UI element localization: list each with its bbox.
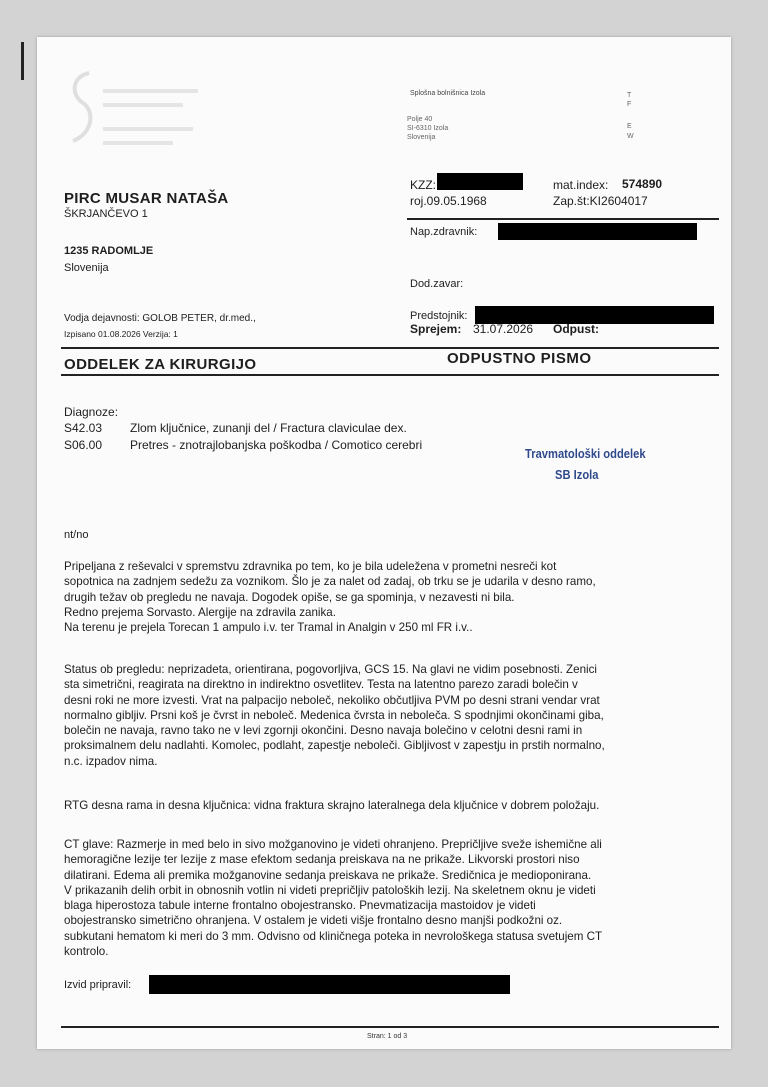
hospital-address-line: Slovenija xyxy=(407,134,436,141)
hospital-address-line: SI-6310 Izola xyxy=(407,125,449,132)
divider xyxy=(61,1026,719,1028)
xray-paragraph: RTG desna rama in desna ključnica: vidna fraktura skrajno lateralnega dela ključnice v dobrem položaju. xyxy=(64,799,600,812)
hospital-contact-email: E xyxy=(627,123,632,130)
department-stamp-line2: SB Izola xyxy=(555,467,599,482)
department-stamp-line1: Travmatološki oddelek xyxy=(525,446,646,461)
document-note: nt/no xyxy=(64,529,89,541)
admission-date: 31.07.2026 xyxy=(473,322,534,336)
ct-paragraph: CT glave: Razmerje in med belo in sivo možganovino je videti ohranjeno. Prepričljive sveže ishemične ali hemoragične lezije ter lezije z mase efektom sedanja preiskava na ne prikaže. Likvorski prostori niso dilatirani. Edema ali premika možganovine sedanja preiskava ne prikaže. Sredičnica je medioponirana. V prikazanih delih orbit in obnosnih votlin ni videti prepričljiv patoloških lezij. Na skeletnem oknu je videti blaga hiperostoza tabule interne frontalno obojestransko. Pnevmatizacija mastoidov je videti obojestransko simetrično ohranjena. V ostalem je videti višje frontalno desno manjši podkožni oz. subkutani hematom ki meri do 3 mm. Odvisno od kliničnega poteka in nevrološkega statusa svetujem CT kontrolo. xyxy=(64,838,603,959)
diagnosis-code: S06.00 xyxy=(64,438,103,452)
divider xyxy=(61,374,719,376)
mat-index-value: 574890 xyxy=(622,177,663,191)
head-of-unit: Vodja dejavnosti: GOLOB PETER, dr.med., xyxy=(64,313,256,324)
hospital-contact-phone: T xyxy=(627,92,632,99)
insurance-label: Dod.zavar: xyxy=(410,278,464,290)
document-page xyxy=(37,37,731,1049)
department-title: ODDELEK ZA KIRURGIJO xyxy=(64,356,257,373)
hospital-address-line: Polje 40 xyxy=(407,116,433,123)
document-title: ODPUSTNO PISMO xyxy=(447,350,592,367)
mat-index-label: mat.index: xyxy=(553,178,609,192)
patient-country: Slovenija xyxy=(64,262,109,274)
anamnesis-paragraph: Pripeljana z reševalci v spremstvu zdravnika po tem, ko je bila udeležena v prometni nesreči kot sopotnica na zadnjem sedežu za voznikom. Šlo je za nalet od zadaj, ob trku se je udarila v desno ramo, drugih težav ob pregledu ne navaja. Dogodek opiše, se ga spominja, v nezavesti ni bila. Redno prejema Sorvasto. Alergije na zdravila zanika. Na terenu je prejela Torecan 1 ampulo i.v. ter Tramal in Analgin v 250 ml FR i.v.. xyxy=(64,560,596,635)
patient-name: PIRC MUSAR NATAŠA xyxy=(64,190,229,207)
hospital-contact-web: W xyxy=(627,133,634,140)
hospital-logo xyxy=(67,67,217,147)
redaction-bar xyxy=(437,173,523,190)
discharge-label: Odpust: xyxy=(553,322,599,336)
birth-date: roj.09.05.1968 xyxy=(410,194,487,208)
divider xyxy=(407,218,719,220)
hospital-contact-fax: F xyxy=(627,101,632,108)
admission-label: Sprejem: xyxy=(410,322,462,336)
patient-street: ŠKRJANČEVO 1 xyxy=(64,208,148,220)
head-label: Predstojnik: xyxy=(410,310,468,322)
status-paragraph: Status ob pregledu: neprizadeta, orientirana, pogovorljiva, GCS 15. Na glavi ne vidim posebnosti. Zenici sta simetrični, reagirata na direktno in indirektno osvetlitev. Testa na latentno parezo zaradi bolečin v desni roki ne more izvesti. Vrat na palpacijo neboleč, nekoliko občutljiva PVM po desni strani vendar vrat normalno gibljiv. Prsni koš je čvrst in neboleč. Medenica čvrsta in neboleča. S spodnjimi okončinami giba, bolečin ne navaja, ravno tako ne v levi zgornji okončini. Desno navaja bolečino v celotni desni rami in proksimalnem delu nadlahti. Komolec, podlaht, zapestje neboleči. Gibljivost v zapestju in prstih normalno, n.c. izpadov nima. xyxy=(64,663,605,768)
prepared-by-label: Izvid pripravil: xyxy=(64,979,132,991)
hospital-name: Splošna bolnišnica Izola xyxy=(410,90,486,97)
patient-city: 1235 RADOMLJE xyxy=(64,245,154,257)
case-number: Zap.št:KI2604017 xyxy=(553,194,648,208)
divider xyxy=(61,347,719,349)
issue-info: Izpisano 01.08.2026 Verzija: 1 xyxy=(64,329,178,339)
diagnosis-text: Zlom ključnice, zunanji del / Fractura claviculae dex. xyxy=(130,421,407,435)
diagnosis-text: Pretres - znotrajlobanjska poškodba / Comotico cerebri xyxy=(130,438,423,452)
redaction-bar xyxy=(498,223,697,240)
redaction-bar xyxy=(149,975,510,994)
diagnosis-code: S42.03 xyxy=(64,421,103,435)
logo-s-mark-icon xyxy=(67,67,97,147)
diagnoses-label: Diagnoze: xyxy=(64,405,119,419)
scan-margin-mark xyxy=(21,42,24,80)
referring-doctor-label: Nap.zdravnik: xyxy=(410,226,478,238)
kzz-label: KZZ: xyxy=(410,178,436,192)
page-number: Stran: 1 od 3 xyxy=(367,1033,408,1040)
